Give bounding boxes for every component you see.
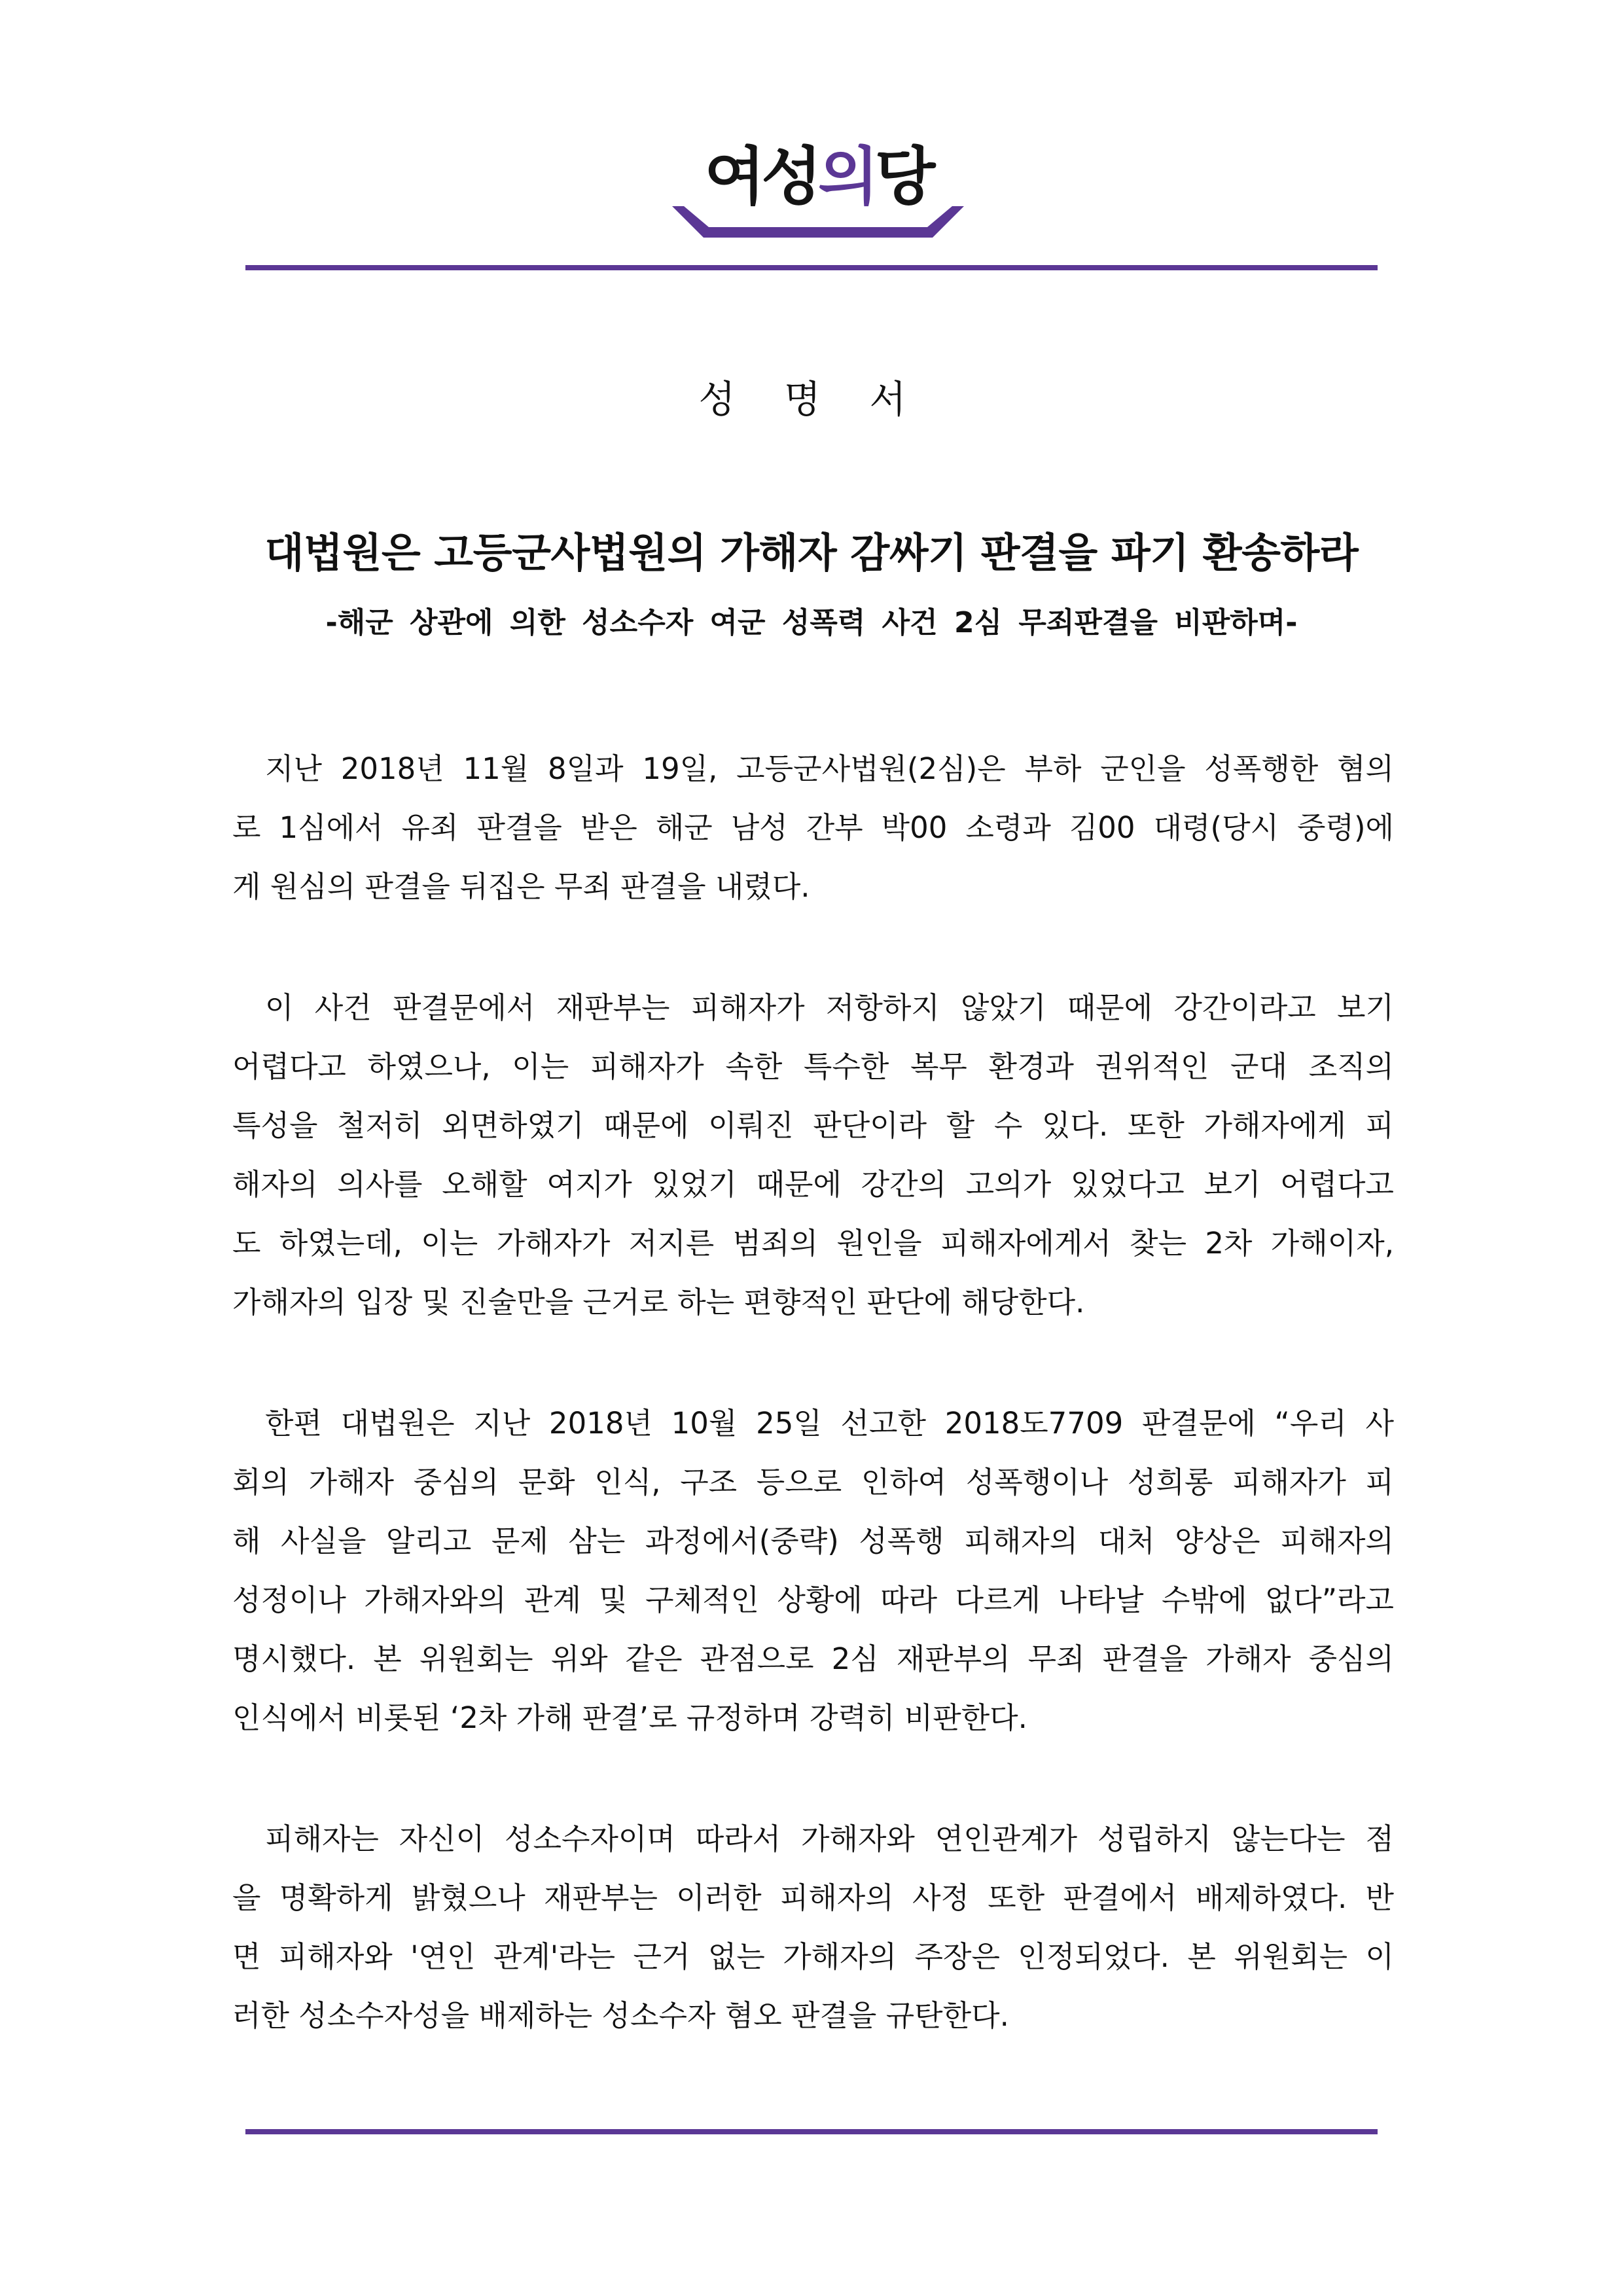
paragraph-line: 명시했다. 본 위원회는 위와 같은 관점으로 2심 재판부의 무죄 판결을 가해자 중심의	[232, 1641, 1394, 1676]
paragraph-line: 로 1심에서 유죄 판결을 받은 해군 남성 간부 박00 소령과 김00 대령(당시 중령)에	[232, 810, 1394, 845]
paragraph	[232, 978, 1394, 1332]
document-subtitle: -해군 상관에 의한 성소수자 여군 성폭력 사건 2심 무죄판결을 비판하며-	[325, 606, 1298, 639]
paragraph-line: 어렵다고 하였으나, 이는 피해자가 속한 특수한 복무 환경과 권위적인 군대 조직의	[232, 1049, 1394, 1084]
paragraph-line: 피해자는 자신이 성소수자이며 따라서 가해자와 연인관계가 성립하지 않는다는 점	[265, 1821, 1394, 1856]
party-logo	[664, 134, 972, 249]
logo-text-accent: 의	[817, 140, 875, 213]
paragraph	[232, 1394, 1394, 1748]
paragraph-line: 해 사실을 알리고 문제 삼는 과정에서(중략) 성폭행 피해자의 대처 양상은 피해자의	[232, 1524, 1394, 1558]
paragraph-line: 한편 대법원은 지난 2018년 10월 25일 선고한 2018도7709 판결문에 “우리 사	[265, 1406, 1394, 1441]
document-title: 대법원은 고등군사법원의 가해자 감싸기 판결을 파기 환송하라	[264, 529, 1359, 577]
paragraph-line: 회의 가해자 중심의 문화 인식, 구조 등으로 인하여 성폭행이나 성희롱 피해자가 피	[232, 1465, 1394, 1499]
paragraph-line: 게 원심의 판결을 뒤집은 무죄 판결을 내렸다.	[232, 869, 810, 904]
paragraph-line: 러한 성소수자성을 배제하는 성소수자 혐오 판결을 규탄한다.	[232, 1998, 1009, 2033]
paragraph	[232, 1810, 1394, 2045]
paragraph	[232, 740, 1394, 916]
paragraph-line: 성정이나 가해자와의 관계 및 구체적인 상황에 따라 다르게 나타날 수밖에 없다”라고	[232, 1583, 1394, 1617]
statement-body	[232, 740, 1394, 2108]
paragraph-line: 면 피해자와 '연인 관계'라는 근거 없는 가해자의 주장은 인정되었다. 본 위원회는 이	[232, 1939, 1394, 1974]
paragraph-line: 가해자의 입장 및 진술만을 근거로 하는 편향적인 판단에 해당한다.	[232, 1285, 1085, 1319]
header-divider	[245, 265, 1378, 270]
paragraph-line: 특성을 철저히 외면하였기 때문에 이뤄진 판단이라 할 수 있다. 또한 가해자에게 피	[232, 1108, 1394, 1143]
logo-text-part1: 여성	[704, 140, 818, 213]
footer-divider	[245, 2129, 1378, 2134]
document-type-heading: 성 명 서	[698, 377, 925, 422]
logo-text-part2: 당	[874, 140, 932, 213]
paragraph-line: 지난 2018년 11월 8일과 19일, 고등군사법원(2심)은 부하 군인을 성폭행한 혐의	[265, 751, 1394, 786]
paragraph-line: 을 명확하게 밝혔으나 재판부는 이러한 피해자의 사정 또한 판결에서 배제하였다. 반	[232, 1880, 1394, 1915]
paragraph-line: 해자의 의사를 오해할 여지가 있었기 때문에 강간의 고의가 있었다고 보기 어렵다고	[232, 1167, 1394, 1202]
paragraph-line: 인식에서 비롯된 ‘2차 가해 판결’로 규정하며 강력히 비판한다.	[232, 1700, 1027, 1735]
logo-swoosh-icon	[664, 134, 972, 249]
paragraph-line: 도 하였는데, 이는 가해자가 저지른 범죄의 원인을 피해자에게서 찾는 2차 가해이자,	[232, 1226, 1394, 1261]
paragraph-line: 이 사건 판결문에서 재판부는 피해자가 저항하지 않았기 때문에 강간이라고 보기	[265, 990, 1394, 1025]
